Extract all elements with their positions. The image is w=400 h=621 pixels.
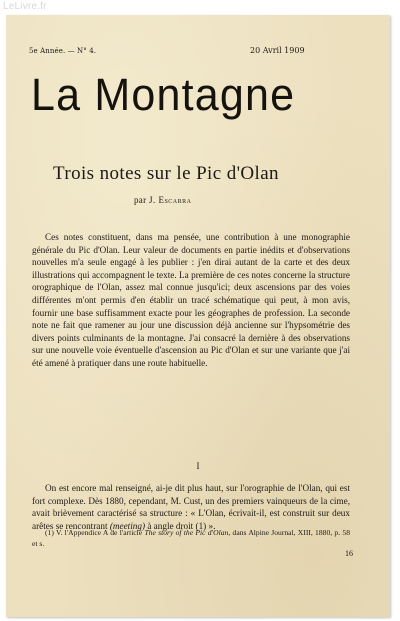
- footnote: [32, 527, 350, 549]
- paragraph-orography-end: à angle droit (1) ».: [145, 520, 216, 531]
- section-number: I: [196, 461, 200, 471]
- byline: [134, 195, 191, 205]
- paragraph-orography-emphasis: (meeting): [109, 520, 146, 531]
- byline-author: J. Escarra: [148, 195, 192, 205]
- footnote-title: The story of the Pic d'Olan: [144, 528, 229, 537]
- masthead: La Montagne: [31, 69, 296, 121]
- scanned-page: [6, 15, 390, 617]
- issue-number: 5e Année. — N° 4.: [29, 47, 97, 55]
- page-number: 16: [345, 549, 353, 558]
- paragraph-orography-start: On est encore mal renseigné, ai-je dit plus haut, sur l'orographie de l'Olan, qui est fort complexe. Dès 1880, cependant, M. Cust, un des premiers vainqueurs de la cime, avait brièvement caractérisé sa structure : « L'Olan, écrivait-il, est construit sur deux arêtes se rencontrant: [32, 483, 350, 531]
- paragraph-intro: Ces notes constituent, dans ma pensée, une contribution à une monographie générale du Pic d'Olan. Leur valeur de documents en partie inédits et d'observations nouvelles m'a seule engagé à les publier : j'en dirai autant de la carte et des deux illustrations qui accompagnent le texte. La première de ces notes concerne la structure orographique de l'Olan, assez mal connue jusqu'ici; deux ascensions par des voies différentes m'ont permis d'en établir un tracé schématique qui peut, à mon avis, fournir une base suffisamment exacte pour les géographes de profession. La seconde note ne fait que ramener au jour une discussion déjà ancienne sur l'hypsométrie des divers points culminants de la montagne. J'ai consacré la dernière à des observations sur une nouvelle voie éventuelle d'ascension au Pic d'Olan et sur une variante que j'ai été amené à pratiquer dans une route habituelle.: [32, 232, 350, 368]
- watermark: LeLivre.fr: [3, 1, 47, 12]
- footnote-start: (1) V. l'Appendice A de l'article: [45, 528, 145, 537]
- article-title: Trois notes sur le Pic d'Olan: [53, 163, 279, 184]
- byline-prefix: par: [134, 195, 147, 205]
- issue-date: 20 Avril 1909: [250, 46, 305, 55]
- paragraph-orography: [32, 482, 350, 532]
- footnote-end: , dans Alpine Journal, XIII, 1880, p. 58 et s.: [32, 528, 350, 548]
